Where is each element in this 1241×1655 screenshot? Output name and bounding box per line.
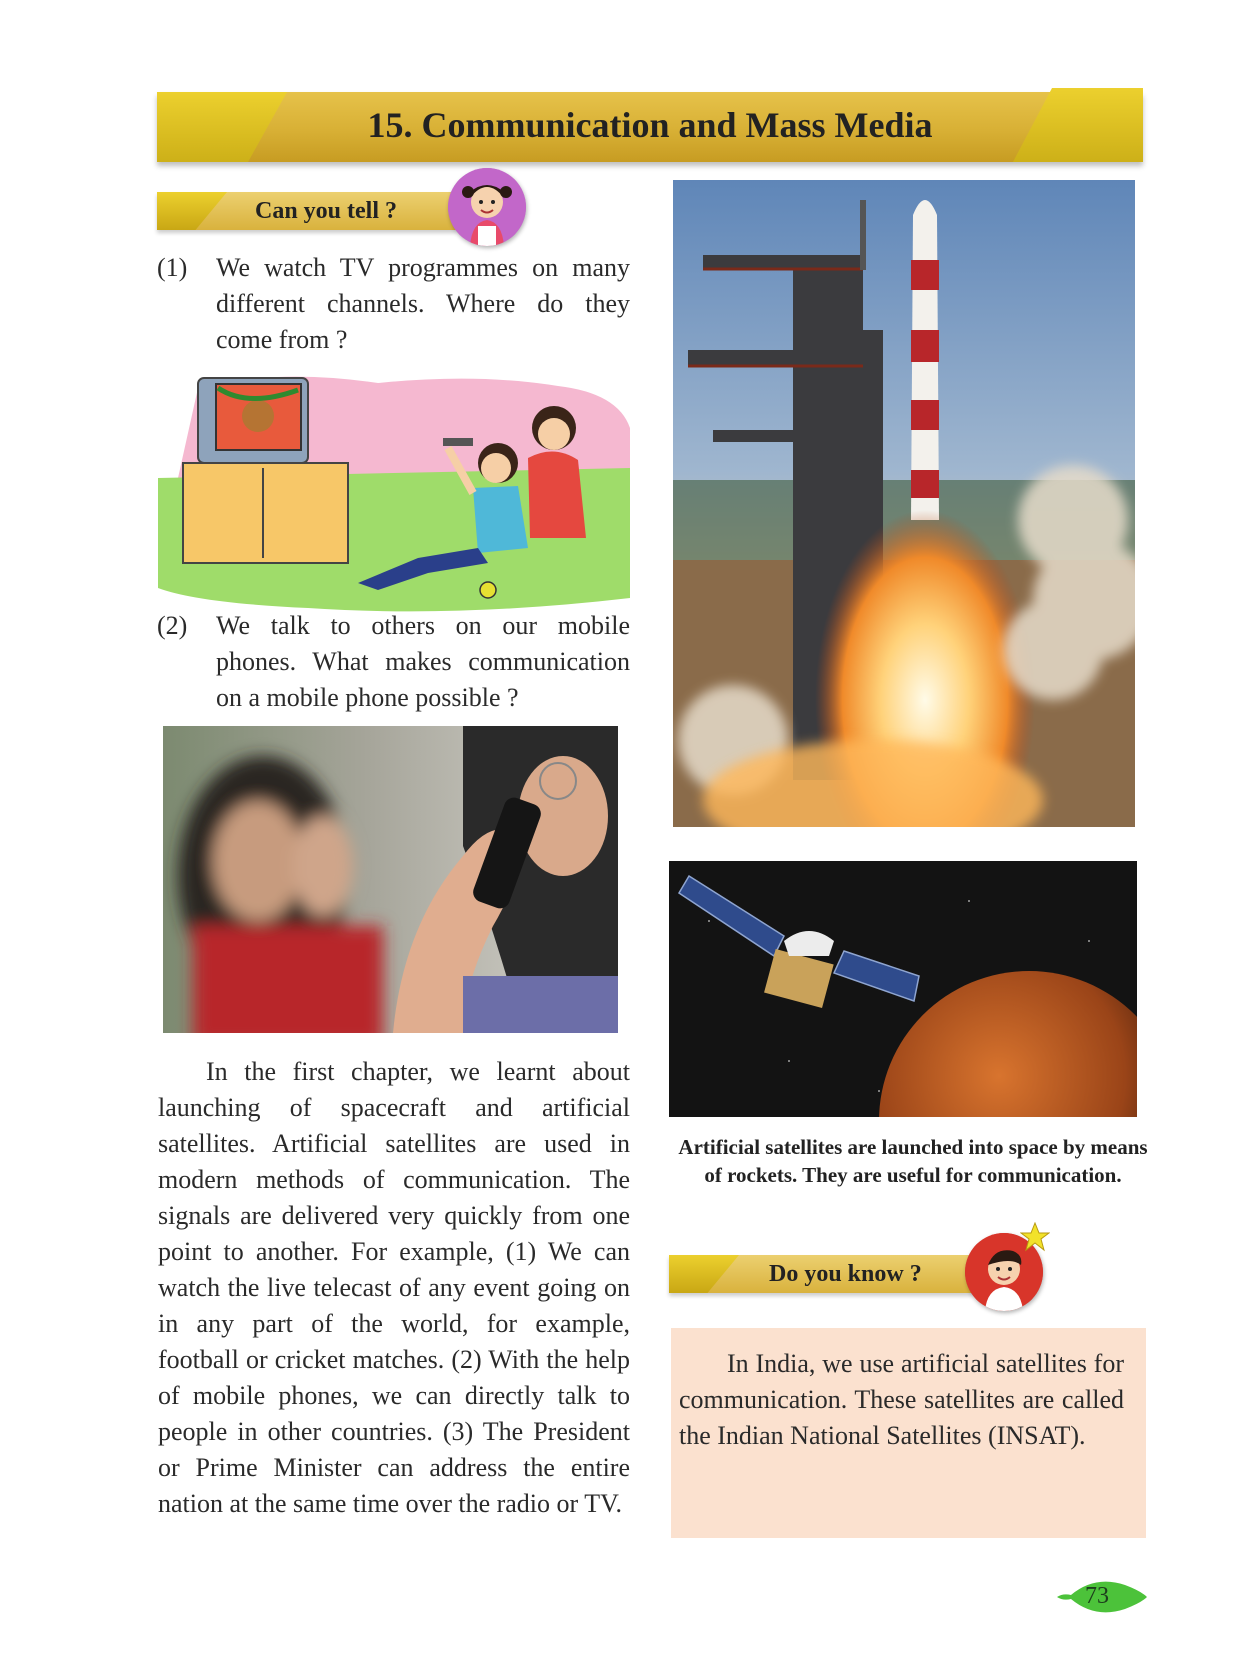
children-watching-tv-illustration (158, 368, 630, 618)
photo-caption: Artificial satellites are launched into space by means of rockets. They are useful for communication. (678, 1135, 1148, 1187)
question-2-number: (2) (157, 611, 188, 640)
can-you-tell-label: Can you tell ? (255, 198, 398, 224)
page-number-leaf (1055, 1577, 1147, 1617)
question-2-text: We talk to others on our mobile phones. What makes communication on a mobile phone possible ? (216, 611, 630, 712)
satellite-space-photo (669, 861, 1137, 1117)
can-you-tell-banner (157, 192, 457, 230)
girl-mascot-icon (448, 168, 526, 246)
mobile-phone-call-photo (163, 726, 618, 1033)
star-icon (1020, 1222, 1050, 1252)
do-you-know-text: In India, we use artificial satellites for communication. These satellites are called the Indian National Satellites (INSAT). (679, 1349, 1124, 1450)
do-you-know-banner (669, 1255, 974, 1293)
chapter-title: 15. Communication and Mass Media (367, 105, 933, 145)
do-you-know-box (671, 1328, 1146, 1538)
question-1-text: We watch TV programmes on many different channels. Where do they come from ? (216, 253, 630, 354)
rocket-launch-photo (673, 180, 1135, 827)
do-you-know-label: Do you know ? (769, 1261, 922, 1287)
main-paragraph: In the first chapter, we learnt about launching of spacecraft and artificial satellites. Artificial satellites are used in modern methods of communication. The signals are delivered very quickly from one point to another. For example, (1) We can watch the live telecast of any event going on in any part of the world, for example, football or cricket matches. (2) With the help of mobile phones, we can directly talk to people in other countries. (3) The President or Prime Minister can address the entire nation at the same time over the radio or TV. (158, 1057, 630, 1518)
chapter-title-banner (157, 92, 1143, 162)
question-1-number: (1) (157, 253, 188, 282)
page-number: 73 (1085, 1583, 1109, 1609)
